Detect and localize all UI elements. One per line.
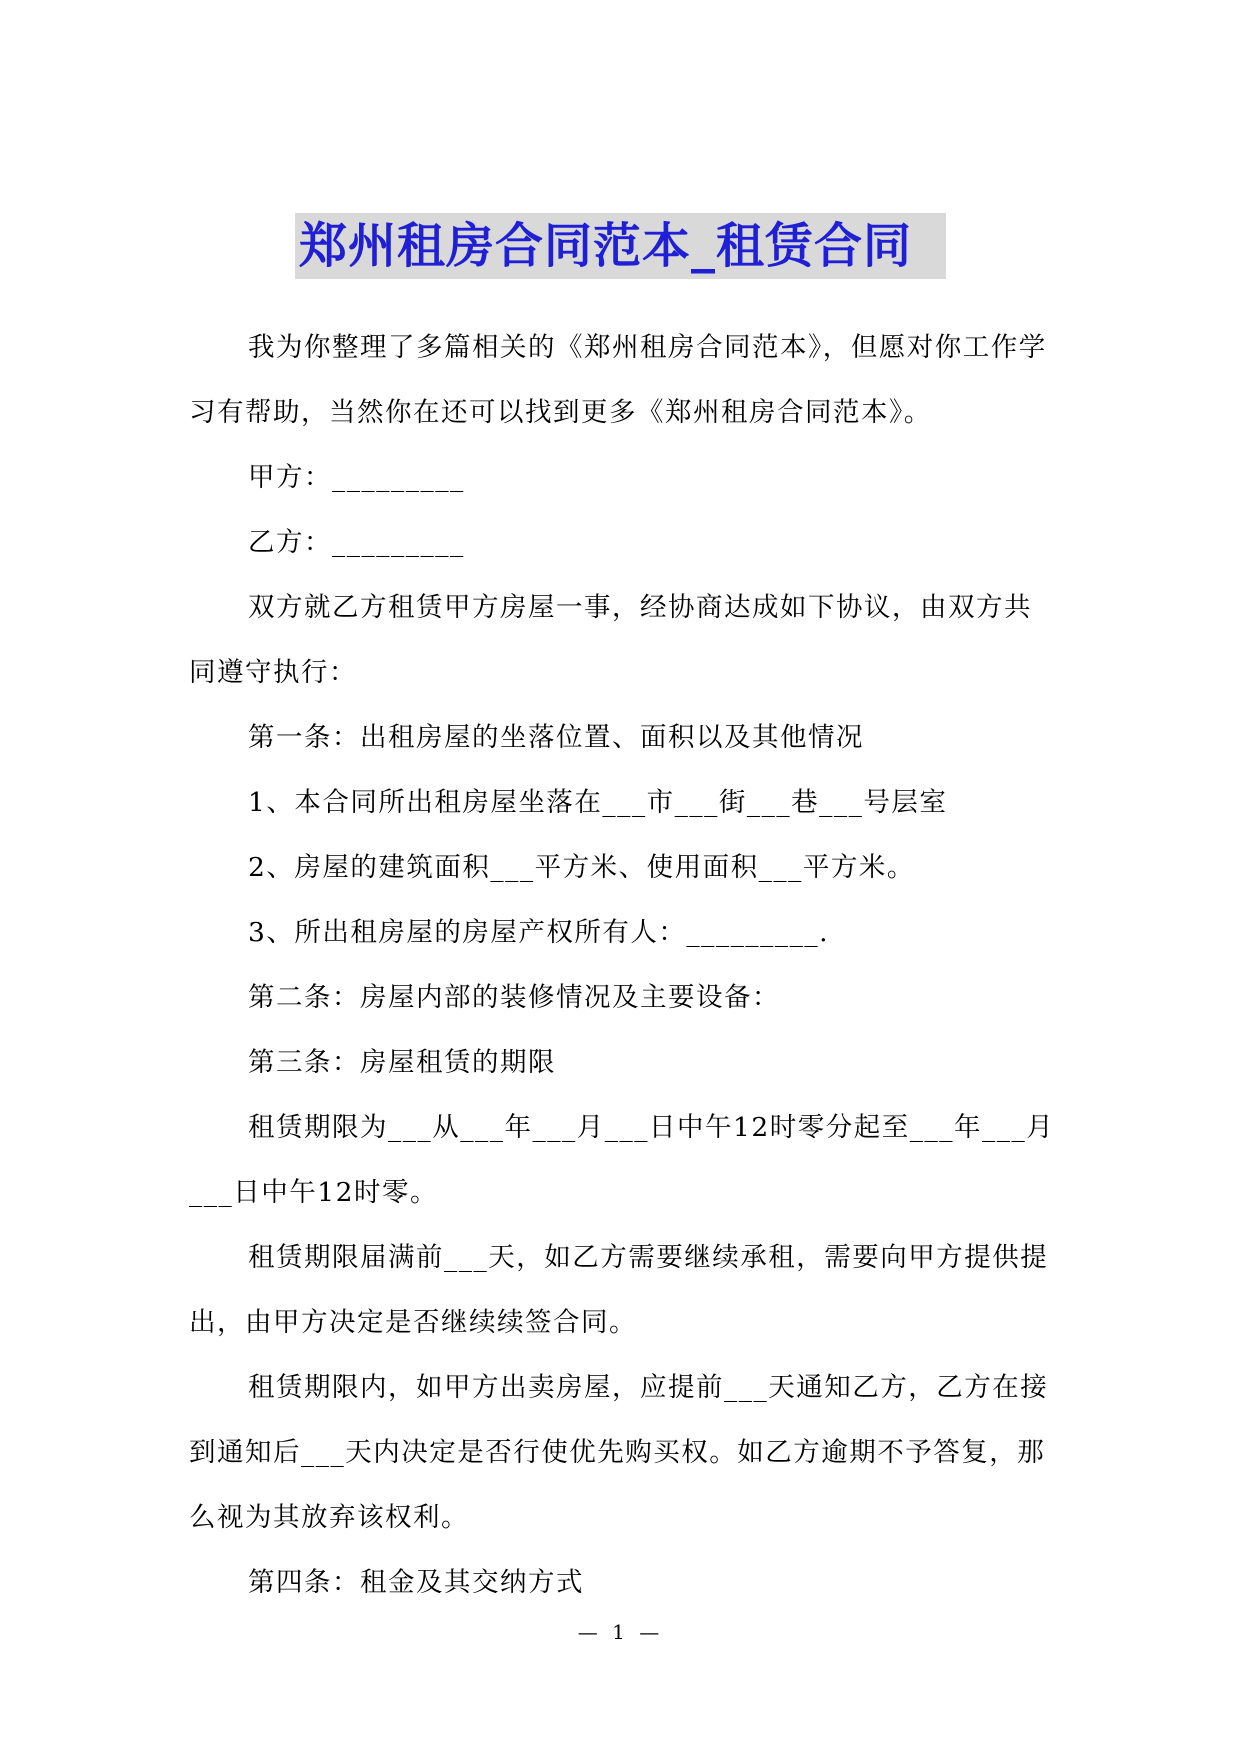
renewal-paragraph: 租赁期限届满前___天，如乙方需要继续承租，需要向甲方提供提出，由甲方决定是否继续续签合同。 xyxy=(189,1242,1049,1338)
article-3-heading: 第三条：房屋租赁的期限 xyxy=(248,1047,556,1078)
sale-notice-paragraph: 租赁期限内，如甲方出卖房屋，应提前___天通知乙方，乙方在接到通知后___天内决定是否行使优先购买权。如乙方逾期不予答复，那么视为其放弃该权利。 xyxy=(189,1372,1049,1533)
article-4-heading: 第四条：租金及其交纳方式 xyxy=(248,1567,584,1598)
article-1-item-3: 3、所出租房屋的房屋产权所有人：_________. xyxy=(248,917,830,948)
title-block xyxy=(0,213,1241,279)
article-1-item-2: 2、房屋的建筑面积___平方米、使用面积___平方米。 xyxy=(248,852,915,883)
agreement-preamble: 双方就乙方租赁甲方房屋一事，经协商达成如下协议，由双方共同遵守执行： xyxy=(189,592,1032,688)
page-number: — 1 — xyxy=(577,1620,664,1644)
article-1-heading: 第一条：出租房屋的坐落位置、面积以及其他情况 xyxy=(248,722,864,753)
article-2-heading: 第二条：房屋内部的装修情况及主要设备： xyxy=(248,982,780,1013)
article-1-item-1: 1、本合同所出租房屋坐落在___市___街___巷___号层室 xyxy=(248,787,948,818)
document-title: 郑州租房合同范本_租赁合同 xyxy=(295,213,946,279)
intro-paragraph: 我为你整理了多篇相关的《郑州租房合同范本》，但愿对你工作学习有帮助，当然你在还可以找到更多《郑州租房合同范本》。 xyxy=(189,332,1047,428)
party-b-line: 乙方：_________ xyxy=(248,527,465,558)
party-a-line: 甲方：_________ xyxy=(248,462,465,493)
lease-term-paragraph: 租赁期限为___从___年___月___日中午12时零分起至___年___月___日中午12时零。 xyxy=(189,1112,1055,1208)
document-body xyxy=(189,315,1057,1615)
